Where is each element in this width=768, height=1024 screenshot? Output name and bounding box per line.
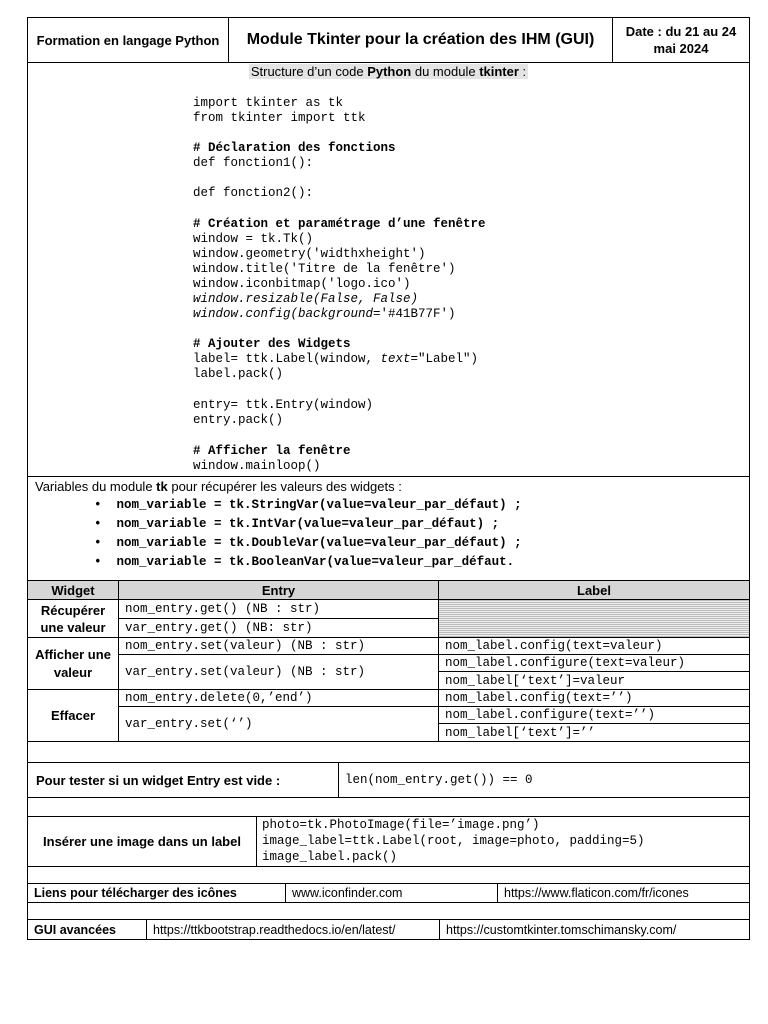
link-customtkinter[interactable]: [439, 919, 750, 940]
link-customtkinter-text[interactable]: https://customtkinter.tomschimansky.com/: [446, 922, 677, 937]
table-row-label-text: Récupérer une valeur: [40, 602, 106, 635]
link-flaticon-text[interactable]: https://www.flaticon.com/fr/icones: [504, 886, 689, 900]
table-cell: [438, 637, 750, 655]
test-label-text: Pour tester si un widget Entry est vide :: [36, 772, 281, 788]
table-cell: [118, 706, 439, 742]
code-part: ="Label"): [410, 352, 479, 366]
links-label-text: Liens pour télécharger des icônes: [34, 886, 237, 900]
code-line: def fonction2():: [193, 186, 314, 200]
gui-label: [27, 919, 147, 940]
code-comment: # Création et paramétrage d’une fenêtre: [193, 217, 486, 231]
table-cell-text: nom_label.config(text=’’): [445, 691, 633, 705]
table-cell: [118, 618, 439, 638]
code-line: window.resizable(False, False): [193, 292, 419, 306]
code-line: label.pack(): [193, 367, 284, 381]
header-left-text: Formation en langage Python: [36, 32, 220, 48]
variables-intro-post: pour récupérer les valeurs des widgets :: [167, 479, 402, 494]
variables-intro-pre: Variables du module: [35, 479, 157, 494]
variables-item-text: nom_variable = tk.StringVar(value=valeur_par_défaut) ;: [116, 498, 522, 512]
code-line: window.title('Titre de la fenêtre'): [193, 262, 456, 276]
table-cell: [438, 723, 750, 742]
image-label: [27, 816, 257, 867]
code-line: [193, 307, 456, 322]
code-part: text: [380, 352, 411, 366]
table-cell: [118, 637, 439, 655]
spacer-row: [27, 741, 750, 763]
structure-title-python: Python: [367, 64, 412, 79]
table-header-entry: [118, 580, 439, 600]
variables-item-text: nom_variable = tk.DoubleVar(value=valeur_par_défaut) ;: [116, 536, 522, 550]
image-code-line: image_label=ttk.Label(root, image=photo, padding=5): [262, 834, 645, 848]
table-cell-text: nom_entry.delete(0,’end’): [125, 691, 313, 705]
table-cell-text: var_entry.get() (NB: str): [125, 621, 313, 635]
table-header-widget: [27, 580, 119, 600]
code-part: background: [298, 307, 374, 321]
link-iconfinder-text[interactable]: www.iconfinder.com: [292, 886, 403, 900]
table-cell-text: nom_entry.set(valeur) (NB : str): [125, 639, 366, 653]
table-cell: [438, 689, 750, 707]
table-cell-text: nom_label[‘text’]=’’: [445, 725, 596, 740]
code-line: def fonction1():: [193, 156, 314, 170]
code-line: [193, 352, 478, 367]
table-cell: [438, 671, 750, 690]
table-cell-text: var_entry.set(‘’): [125, 717, 253, 731]
image-code-line: image_label.pack(): [262, 850, 398, 864]
variables-intro-tk: tk: [156, 479, 168, 494]
table-row-label: [27, 689, 119, 742]
table-cell: [438, 654, 750, 672]
spacer-row: [27, 902, 750, 920]
image-label-text: Insérer une image dans un label: [43, 833, 241, 849]
code-line: from tkinter import ttk: [193, 111, 366, 125]
table-row-label: [27, 599, 119, 638]
variables-item: • nom_variable = tk.DoubleVar(value=valeur_par_défaut) ;: [94, 536, 522, 550]
variables-item: • nom_variable = tk.StringVar(value=valeur_par_défaut) ;: [94, 498, 522, 512]
structure-title: [27, 64, 750, 80]
table-header-label: [438, 580, 750, 600]
variables-item-text: nom_variable = tk.IntVar(value=valeur_par_défaut) ;: [116, 517, 500, 531]
code-line: window = tk.Tk(): [193, 232, 314, 246]
code-part: window.config(: [193, 307, 299, 321]
table-cell-empty: [438, 599, 750, 638]
code-comment: # Déclaration des fonctions: [193, 141, 396, 155]
table-header-label-text: Label: [577, 582, 611, 598]
table-cell-text: nom_entry.get() (NB : str): [125, 602, 321, 616]
structure-title-mid: du module: [411, 64, 480, 79]
table-row-label-text: Afficher une valeur: [35, 646, 111, 680]
header-center: [228, 17, 613, 63]
gui-label-text: GUI avancées: [34, 922, 116, 937]
table-row-label: [27, 637, 119, 690]
code-line: window.geometry('widthxheight'): [193, 247, 426, 261]
header-left: [27, 17, 229, 63]
table-cell-text: nom_label[‘text’]=valeur: [445, 673, 626, 688]
code-line: window.iconbitmap('logo.ico'): [193, 277, 411, 291]
header-right-text: Date : du 21 au 24 mai 2024: [625, 24, 737, 56]
code-part: ='#41B77F'): [373, 307, 456, 321]
table-header-entry-text: Entry: [261, 582, 296, 598]
spacer-row: [27, 797, 750, 817]
code-comment: # Afficher la fenêtre: [193, 444, 351, 458]
table-cell-text: nom_label.configure(text=valeur): [445, 656, 686, 670]
link-ttkbootstrap-text[interactable]: https://ttkbootstrap.readthedocs.io/en/latest/: [153, 922, 396, 937]
variables-item: • nom_variable = tk.BooleanVar(value=valeur_par_défaut.: [94, 555, 515, 569]
test-code-text: len(nom_entry.get()) == 0: [345, 773, 533, 787]
links-label: [27, 883, 286, 903]
structure-title-post: :: [518, 64, 527, 79]
table-cell-text: nom_label.config(text=valeur): [445, 639, 663, 653]
link-ttkbootstrap[interactable]: [146, 919, 440, 940]
table-cell: [118, 689, 439, 707]
code-line: entry.pack(): [193, 413, 284, 427]
code-line: window.mainloop(): [193, 459, 321, 473]
structure-title-pre: Structure d’un code: [250, 64, 368, 79]
structure-title-tkinter: tkinter: [479, 64, 519, 79]
table-row-label-text: Effacer: [50, 708, 96, 723]
table-cell-text: nom_label.configure(text=’’): [445, 708, 656, 722]
table-cell: [118, 599, 439, 619]
table-header-widget-text: Widget: [51, 582, 95, 598]
table-cell: [118, 654, 439, 690]
table-cell-text: var_entry.set(valeur) (NB : str): [125, 665, 366, 679]
code-line: entry= ttk.Entry(window): [193, 398, 374, 412]
link-flaticon[interactable]: [497, 883, 750, 903]
link-iconfinder[interactable]: [285, 883, 498, 903]
header-right: [612, 17, 750, 63]
image-code-line: photo=tk.PhotoImage(file=’image.png’): [262, 818, 540, 832]
variables-intro: [35, 479, 402, 495]
header-center-text: Module Tkinter pour la création des IHM (GUI): [246, 31, 595, 48]
variables-item: • nom_variable = tk.IntVar(value=valeur_par_défaut) ;: [94, 517, 500, 531]
table-cell: [438, 706, 750, 724]
code-comment: # Ajouter des Widgets: [193, 337, 351, 351]
code-part: label= ttk.Label(window,: [193, 352, 381, 366]
spacer-row: [27, 866, 750, 884]
test-label: [27, 762, 339, 798]
variables-item-text: nom_variable = tk.BooleanVar(value=valeur_par_défaut.: [116, 555, 515, 569]
test-code: [338, 762, 750, 798]
code-line: import tkinter as tk: [193, 96, 344, 110]
